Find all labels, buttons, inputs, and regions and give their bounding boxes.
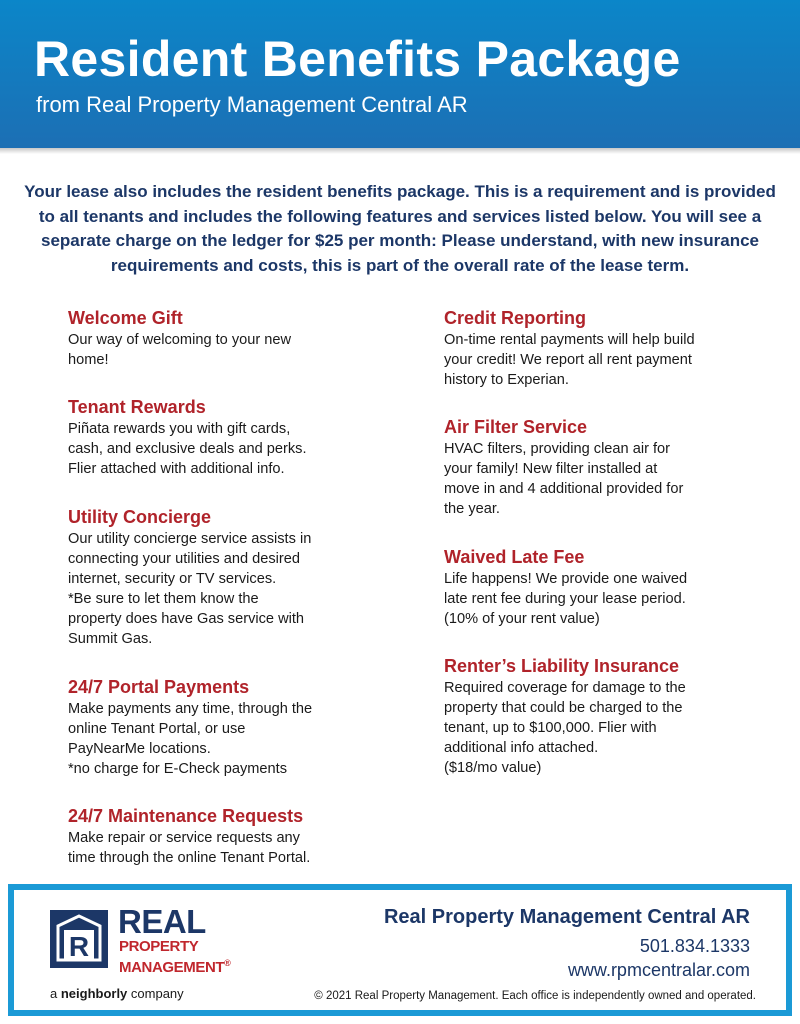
website-link[interactable]: www.rpmcentralar.com <box>567 960 750 980</box>
benefit-renters-liability-insurance <box>444 654 764 778</box>
benefit-waived-late-fee <box>444 545 764 629</box>
benefit-description: Our utility concierge service assists in connecting your utilities and desired internet, security or TV services. *Be sure to let them know the property does have Gas service with Summit Gas. <box>68 531 312 647</box>
benefit-title: Credit Reporting <box>444 308 586 328</box>
neighborly-tagline <box>50 986 184 1001</box>
benefit-description: Make payments any time, through the online Tenant Portal, or use PayNearMe locations. *no charge for E-Check payments <box>68 701 313 777</box>
building-r-icon <box>50 910 108 968</box>
page-subtitle: from Real Property Management Central AR <box>36 92 468 117</box>
benefit-tenant-rewards <box>68 395 368 479</box>
header-shadow <box>0 148 800 154</box>
logo-letter: R <box>68 931 90 962</box>
benefit-description: Make repair or service requests any time through the online Tenant Portal. <box>68 830 311 866</box>
benefit-description: On-time rental payments will help build your credit! We report all rent payment history to Experian. <box>444 332 695 388</box>
copyright-notice: © 2021 Real Property Management. Each office is independently owned and operated. <box>314 990 756 1002</box>
benefit-welcome-gift <box>68 306 368 370</box>
registered-mark: ® <box>224 958 231 968</box>
benefit-maintenance-requests <box>68 804 368 868</box>
benefit-air-filter-service <box>444 415 764 519</box>
header-banner <box>0 0 800 148</box>
benefit-portal-payments <box>68 675 368 779</box>
benefit-title: 24/7 Maintenance Requests <box>68 806 304 826</box>
benefit-description: Piñata rewards you with gift cards, cash, and exclusive deals and perks. Flier attached with additional info. <box>68 421 307 477</box>
tagline-suffix: company <box>127 986 184 1001</box>
benefit-title: Utility Concierge <box>68 507 212 527</box>
logo-word-property: PROPERTY <box>119 938 199 955</box>
benefit-title: Welcome Gift <box>68 308 183 328</box>
benefit-credit-reporting <box>444 306 764 390</box>
rpm-logo-mark <box>50 910 108 968</box>
phone-number[interactable]: 501.834.1333 <box>639 936 750 956</box>
benefit-title: Tenant Rewards <box>68 397 206 417</box>
logo-management-text: MANAGEMENT <box>119 959 225 976</box>
benefit-description: Life happens! We provide one waived late rent fee during your lease period. (10% of your rent value) <box>444 571 688 627</box>
benefit-description: HVAC filters, providing clean air for your family! New filter installed at move in and 4 additional provided for the year. <box>444 441 684 517</box>
footer-box <box>8 884 792 1016</box>
logo-word-management <box>119 955 230 976</box>
benefit-title: Renter’s Liability Insurance <box>444 656 680 676</box>
logo-word-real: REAL <box>118 903 206 940</box>
page-title: Resident Benefits Package <box>34 31 681 87</box>
benefit-description: Our way of welcoming to your new home! <box>68 332 292 368</box>
benefit-utility-concierge <box>68 505 368 649</box>
benefit-title: Waived Late Fee <box>444 547 585 567</box>
tagline-brand: neighborly <box>60 986 128 1001</box>
benefit-description: Required coverage for damage to the property that could be charged to the tenant, up to $100,000. Flier with additional info attached. ($18/mo value) <box>444 680 686 776</box>
intro-paragraph: Your lease also includes the resident benefits package. This is a requirement and is provided to all tenants and includes the following features and services listed below. You will see a separate charge on the ledger for $25 per month: Please understand, with new insurance requirements and costs, this is part of the overall rate of the lease term. <box>24 182 776 275</box>
benefit-title: 24/7 Portal Payments <box>68 677 250 697</box>
tagline-prefix: a <box>50 986 61 1001</box>
company-name: Real Property Management Central AR <box>383 906 750 928</box>
benefit-title: Air Filter Service <box>444 417 588 437</box>
